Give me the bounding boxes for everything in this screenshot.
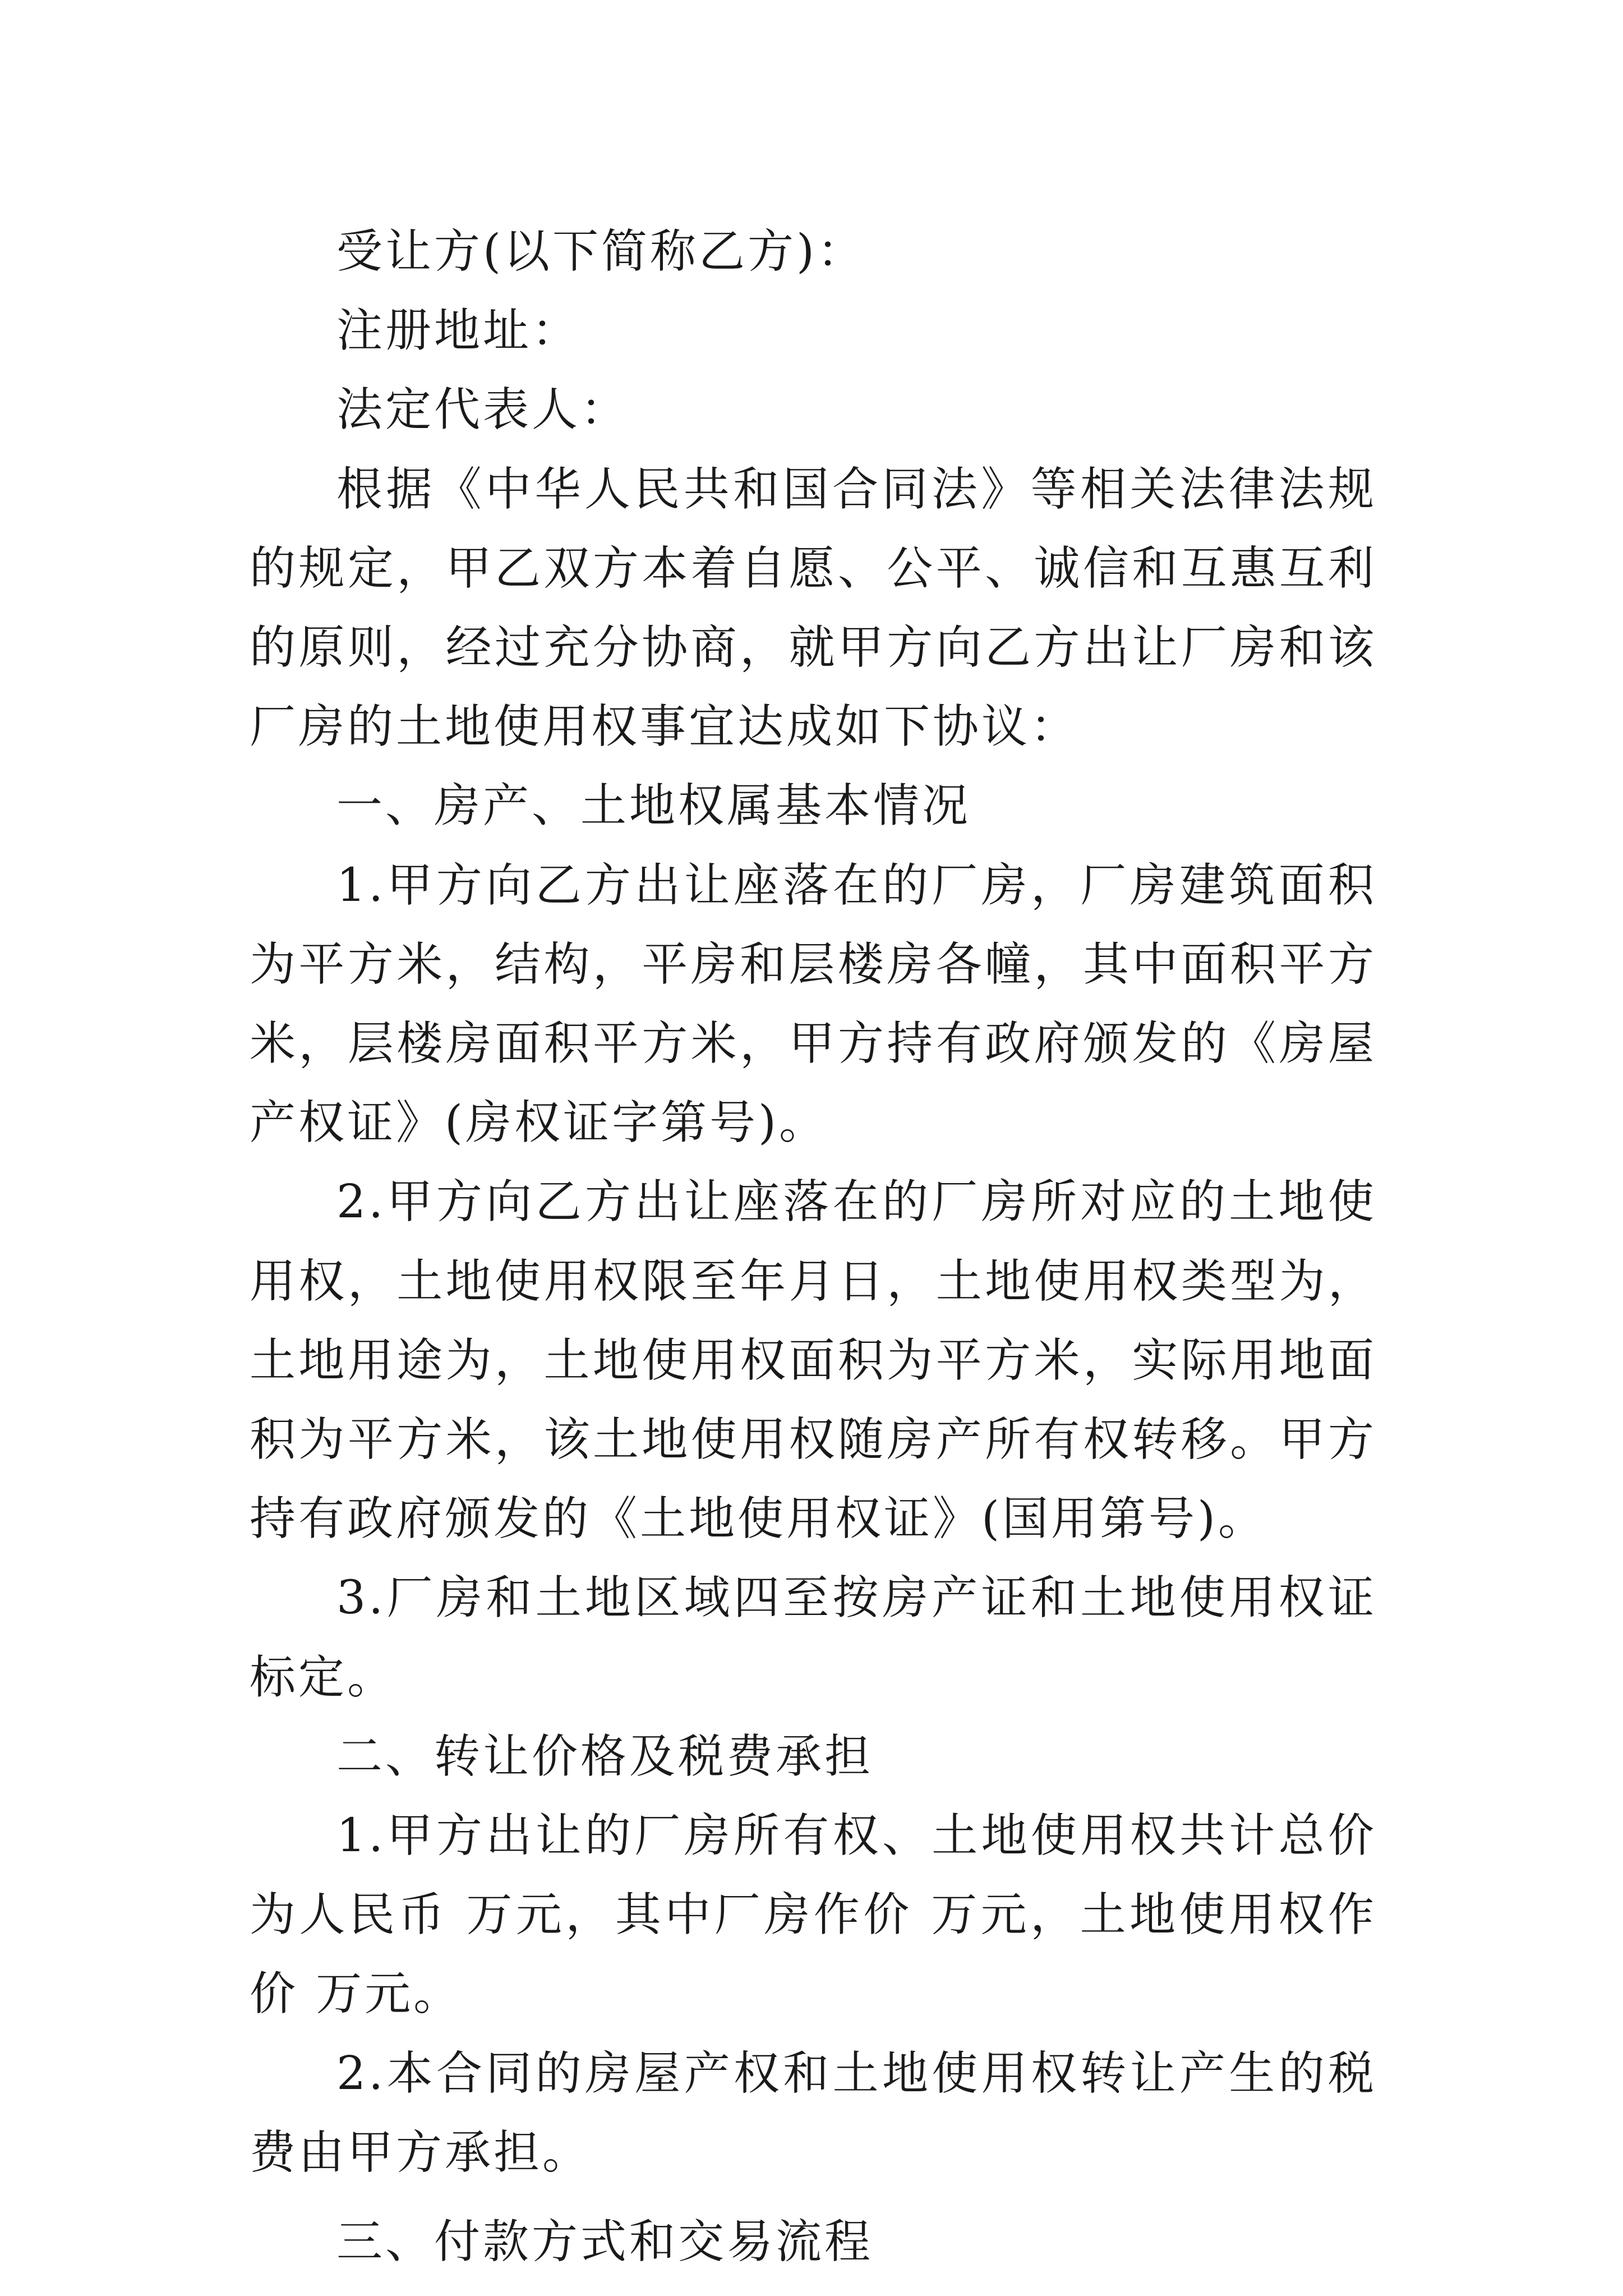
clause-1-3: 3.厂房和土地区域四至按房产证和土地使用权证标定。: [250, 1571, 1377, 1704]
legal-representative-line: 法定代表人：: [336, 383, 630, 437]
section-heading-2: 二、转让价格及税费承担: [336, 1729, 874, 1783]
registered-address-line: 注册地址：: [336, 304, 581, 358]
clause-1-2: 2.甲方向乙方出让座落在的厂房所对应的土地使用权，土地使用权限至年月日，土地使用权类型为，土地用途为，土地使用权面积为平方米，实际用地面积为平方米，该土地使用权随房产所有权转移。甲方持有政府颁发的《土地使用权证》(国用第号)。: [250, 1175, 1377, 1546]
preamble-paragraph: 根据《中华人民共和国合同法》等相关法律法规的规定，甲乙双方本着自愿、公平、诚信和互惠互利的原则，经过充分协商，就甲方向乙方出让厂房和该厂房的土地使用权事宜达成如下协议：: [250, 462, 1377, 754]
section-heading-3: 三、付款方式和交易流程: [336, 2215, 874, 2269]
contract-body: [250, 212, 1377, 2281]
transferee-line: 受让方(以下简称乙方)：: [336, 225, 866, 278]
section-heading-1: 一、房产、土地权属基本情况: [336, 779, 971, 833]
clause-2-1: 1.甲方出让的厂房所有权、土地使用权共计总价为人民币 万元，其中厂房作价 万元，土地使用权作价 万元。: [250, 1809, 1377, 2021]
clause-1-1: 1.甲方向乙方出让座落在的厂房，厂房建筑面积为平方米，结构，平房和层楼房各幢，其中面积平方米，层楼房面积平方米，甲方持有政府颁发的《房屋产权证》(房权证字第号)。: [250, 858, 1377, 1150]
clause-2-2: 2.本合同的房屋产权和土地使用权转让产生的税费由甲方承担。: [250, 2046, 1377, 2179]
